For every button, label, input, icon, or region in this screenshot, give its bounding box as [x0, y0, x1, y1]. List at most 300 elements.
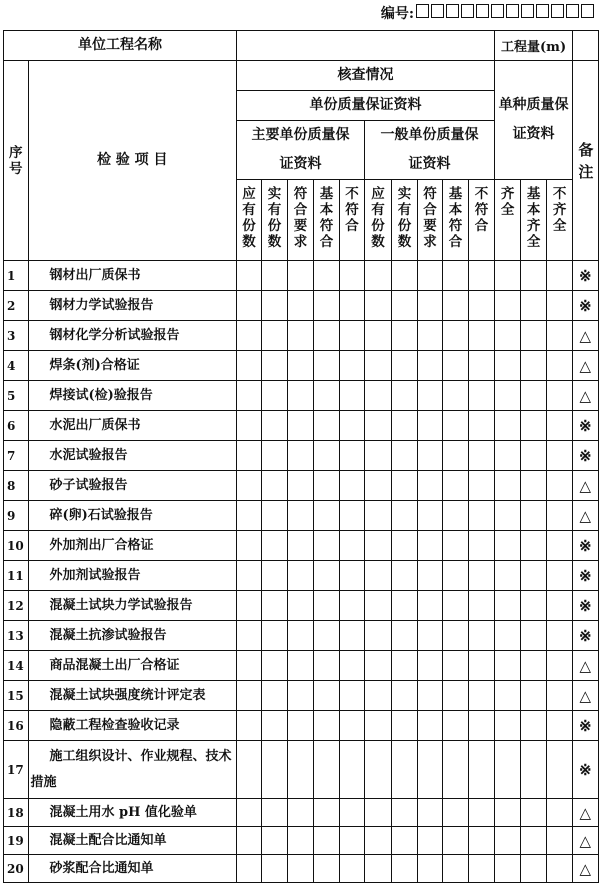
check-cell[interactable]: [469, 827, 495, 855]
check-cell[interactable]: [547, 411, 573, 441]
check-cell[interactable]: [547, 651, 573, 681]
check-cell[interactable]: [365, 591, 392, 621]
row-number: 14: [4, 651, 29, 681]
table-row: [4, 681, 599, 711]
row-item: 混凝土试块力学试验报告: [28, 591, 237, 621]
check-cell[interactable]: [521, 741, 547, 799]
check-cell[interactable]: [237, 681, 262, 711]
number-box: [461, 4, 474, 18]
number-box: [476, 4, 489, 18]
check-cell[interactable]: [443, 351, 469, 381]
check-cell[interactable]: [262, 261, 288, 291]
check-cell[interactable]: [547, 621, 573, 651]
check-cell[interactable]: [340, 261, 365, 291]
check-cell[interactable]: [418, 531, 443, 561]
check-cell[interactable]: [340, 827, 365, 855]
check-cell[interactable]: [469, 741, 495, 799]
check-cell[interactable]: [443, 681, 469, 711]
check-cell[interactable]: [340, 651, 365, 681]
check-cell[interactable]: [443, 471, 469, 501]
check-cell[interactable]: [547, 471, 573, 501]
check-cell[interactable]: [237, 711, 262, 741]
check-cell[interactable]: [392, 651, 418, 681]
table-row: [4, 381, 599, 411]
check-cell[interactable]: [392, 591, 418, 621]
sub-header: 齐全: [495, 180, 521, 261]
check-cell[interactable]: [288, 261, 314, 291]
check-cell[interactable]: [237, 291, 262, 321]
row-number: 13: [4, 621, 29, 651]
check-cell[interactable]: [521, 651, 547, 681]
check-cell[interactable]: [443, 531, 469, 561]
check-cell[interactable]: [443, 591, 469, 621]
check-cell[interactable]: [288, 799, 314, 827]
check-cell[interactable]: [418, 471, 443, 501]
check-cell[interactable]: [521, 291, 547, 321]
check-cell[interactable]: [314, 471, 340, 501]
check-cell[interactable]: [547, 591, 573, 621]
check-cell[interactable]: [288, 321, 314, 351]
check-cell[interactable]: [288, 651, 314, 681]
check-cell[interactable]: [392, 291, 418, 321]
check-cell[interactable]: [418, 827, 443, 855]
row-item: 外加剂试验报告: [28, 561, 237, 591]
check-cell[interactable]: [521, 351, 547, 381]
check-cell[interactable]: [340, 855, 365, 883]
check-cell[interactable]: [495, 799, 521, 827]
check-cell[interactable]: [340, 351, 365, 381]
check-cell[interactable]: [392, 411, 418, 441]
check-cell[interactable]: [418, 261, 443, 291]
check-cell[interactable]: [418, 441, 443, 471]
check-cell[interactable]: [237, 471, 262, 501]
check-cell[interactable]: [418, 561, 443, 591]
check-cell[interactable]: [418, 651, 443, 681]
check-cell[interactable]: [392, 381, 418, 411]
sub-header: 不符合: [340, 180, 365, 261]
check-cell[interactable]: [392, 827, 418, 855]
check-cell[interactable]: [262, 827, 288, 855]
check-cell[interactable]: [365, 501, 392, 531]
check-cell[interactable]: [521, 261, 547, 291]
check-cell[interactable]: [521, 411, 547, 441]
check-cell[interactable]: [469, 799, 495, 827]
check-cell[interactable]: [314, 321, 340, 351]
check-cell[interactable]: [262, 501, 288, 531]
check-cell[interactable]: [547, 561, 573, 591]
sub-header: 基本符合: [443, 180, 469, 261]
table-row: [4, 855, 599, 883]
check-cell[interactable]: [418, 291, 443, 321]
row-number: 11: [4, 561, 29, 591]
remark-mark: △: [573, 381, 599, 411]
check-cell[interactable]: [340, 291, 365, 321]
check-cell[interactable]: [495, 651, 521, 681]
check-cell[interactable]: [469, 501, 495, 531]
check-cell[interactable]: [547, 799, 573, 827]
check-cell[interactable]: [547, 351, 573, 381]
check-cell[interactable]: [495, 441, 521, 471]
check-cell[interactable]: [469, 531, 495, 561]
check-cell[interactable]: [443, 561, 469, 591]
check-cell[interactable]: [340, 741, 365, 799]
check-cell[interactable]: [340, 621, 365, 651]
check-cell[interactable]: [262, 711, 288, 741]
check-cell[interactable]: [365, 621, 392, 651]
row-number: 10: [4, 531, 29, 561]
check-cell[interactable]: [314, 799, 340, 827]
check-cell[interactable]: [340, 681, 365, 711]
check-cell[interactable]: [392, 799, 418, 827]
check-cell[interactable]: [469, 441, 495, 471]
check-cell[interactable]: [418, 799, 443, 827]
check-cell[interactable]: [495, 411, 521, 441]
check-cell[interactable]: [262, 531, 288, 561]
check-cell[interactable]: [314, 711, 340, 741]
number-box: [446, 4, 459, 18]
check-cell[interactable]: [469, 621, 495, 651]
check-cell[interactable]: [237, 381, 262, 411]
row-number: 8: [4, 471, 29, 501]
check-cell[interactable]: [262, 411, 288, 441]
check-cell[interactable]: [288, 471, 314, 501]
check-cell[interactable]: [314, 591, 340, 621]
check-cell[interactable]: [469, 321, 495, 351]
check-cell[interactable]: [392, 855, 418, 883]
check-cell[interactable]: [340, 531, 365, 561]
check-cell[interactable]: [495, 827, 521, 855]
check-cell[interactable]: [547, 381, 573, 411]
row-item: 混凝土配合比通知单: [28, 827, 237, 855]
check-cell[interactable]: [495, 855, 521, 883]
check-cell[interactable]: [495, 471, 521, 501]
check-cell[interactable]: [340, 799, 365, 827]
check-cell[interactable]: [288, 681, 314, 711]
check-cell[interactable]: [443, 741, 469, 799]
check-cell[interactable]: [443, 827, 469, 855]
check-cell[interactable]: [365, 411, 392, 441]
check-cell[interactable]: [443, 855, 469, 883]
check-cell[interactable]: [469, 561, 495, 591]
check-cell[interactable]: [262, 621, 288, 651]
check-cell[interactable]: [262, 855, 288, 883]
check-cell[interactable]: [521, 381, 547, 411]
check-cell[interactable]: [237, 531, 262, 561]
quantity-field[interactable]: [573, 31, 599, 61]
check-cell[interactable]: [547, 291, 573, 321]
check-cell[interactable]: [340, 411, 365, 441]
row-item: 砂子试验报告: [28, 471, 237, 501]
seq-header: 序号: [4, 61, 29, 261]
check-cell[interactable]: [521, 531, 547, 561]
check-cell[interactable]: [288, 711, 314, 741]
check-cell[interactable]: [495, 681, 521, 711]
check-cell[interactable]: [365, 321, 392, 351]
check-cell[interactable]: [365, 827, 392, 855]
check-cell[interactable]: [469, 291, 495, 321]
check-cell[interactable]: [495, 741, 521, 799]
check-cell[interactable]: [547, 261, 573, 291]
check-cell[interactable]: [262, 741, 288, 799]
number-box: [506, 4, 519, 18]
single-copy-header: 单份质量保证资料: [237, 91, 495, 121]
check-cell[interactable]: [288, 351, 314, 381]
row-number: 7: [4, 441, 29, 471]
check-cell[interactable]: [443, 799, 469, 827]
check-cell[interactable]: [521, 855, 547, 883]
check-cell[interactable]: [262, 561, 288, 591]
check-cell[interactable]: [547, 531, 573, 561]
check-cell[interactable]: [288, 855, 314, 883]
check-cell[interactable]: [314, 381, 340, 411]
check-cell[interactable]: [469, 711, 495, 741]
remark-mark: ※: [573, 741, 599, 799]
check-cell[interactable]: [314, 741, 340, 799]
check-cell[interactable]: [521, 681, 547, 711]
check-cell[interactable]: [495, 501, 521, 531]
check-cell[interactable]: [521, 621, 547, 651]
check-cell[interactable]: [314, 827, 340, 855]
check-cell[interactable]: [521, 591, 547, 621]
check-cell[interactable]: [314, 411, 340, 441]
check-cell[interactable]: [547, 681, 573, 711]
check-cell[interactable]: [521, 441, 547, 471]
check-cell[interactable]: [418, 621, 443, 651]
check-cell[interactable]: [392, 441, 418, 471]
check-cell[interactable]: [469, 411, 495, 441]
check-cell[interactable]: [365, 261, 392, 291]
check-cell[interactable]: [418, 591, 443, 621]
check-cell[interactable]: [288, 561, 314, 591]
check-cell[interactable]: [340, 441, 365, 471]
check-cell[interactable]: [418, 351, 443, 381]
row-item: 外加剂出厂合格证: [28, 531, 237, 561]
check-cell[interactable]: [237, 799, 262, 827]
check-cell[interactable]: [418, 381, 443, 411]
check-cell[interactable]: [288, 441, 314, 471]
check-cell[interactable]: [547, 321, 573, 351]
number-box: [431, 4, 444, 18]
check-cell[interactable]: [495, 711, 521, 741]
check-cell[interactable]: [547, 441, 573, 471]
check-cell[interactable]: [469, 591, 495, 621]
check-cell[interactable]: [443, 651, 469, 681]
row-number: 17: [4, 741, 29, 799]
check-cell[interactable]: [469, 261, 495, 291]
check-cell[interactable]: [443, 321, 469, 351]
check-cell[interactable]: [365, 651, 392, 681]
check-cell[interactable]: [288, 591, 314, 621]
check-cell[interactable]: [365, 855, 392, 883]
check-cell[interactable]: [237, 261, 262, 291]
unit-project-name-field[interactable]: [237, 31, 495, 61]
check-cell[interactable]: [365, 799, 392, 827]
row-number: 3: [4, 321, 29, 351]
check-cell[interactable]: [547, 855, 573, 883]
check-cell[interactable]: [392, 561, 418, 591]
check-cell[interactable]: [237, 411, 262, 441]
check-cell[interactable]: [237, 591, 262, 621]
check-cell[interactable]: [418, 681, 443, 711]
check-cell[interactable]: [495, 261, 521, 291]
check-cell[interactable]: [288, 621, 314, 651]
check-cell[interactable]: [495, 561, 521, 591]
check-cell[interactable]: [469, 681, 495, 711]
check-cell[interactable]: [340, 501, 365, 531]
check-cell[interactable]: [237, 561, 262, 591]
check-cell[interactable]: [314, 441, 340, 471]
check-cell[interactable]: [288, 411, 314, 441]
check-cell[interactable]: [314, 855, 340, 883]
check-cell[interactable]: [237, 501, 262, 531]
check-cell[interactable]: [495, 531, 521, 561]
check-cell[interactable]: [392, 681, 418, 711]
remark-mark: ※: [573, 531, 599, 561]
check-cell[interactable]: [340, 591, 365, 621]
check-cell[interactable]: [365, 381, 392, 411]
check-cell[interactable]: [288, 381, 314, 411]
table-row: [4, 591, 599, 621]
check-cell[interactable]: [418, 741, 443, 799]
check-cell[interactable]: [340, 321, 365, 351]
check-cell[interactable]: [365, 741, 392, 799]
check-cell[interactable]: [392, 351, 418, 381]
check-cell[interactable]: [495, 621, 521, 651]
table-row: [4, 827, 599, 855]
check-cell[interactable]: [365, 291, 392, 321]
number-box: [521, 4, 534, 18]
check-cell[interactable]: [288, 291, 314, 321]
check-cell[interactable]: [443, 291, 469, 321]
check-cell[interactable]: [392, 321, 418, 351]
sub-header: 基本符合: [314, 180, 340, 261]
check-cell[interactable]: [262, 351, 288, 381]
check-cell[interactable]: [392, 531, 418, 561]
check-cell[interactable]: [365, 441, 392, 471]
check-cell[interactable]: [365, 711, 392, 741]
check-cell[interactable]: [314, 561, 340, 591]
check-cell[interactable]: [521, 471, 547, 501]
check-cell[interactable]: [237, 441, 262, 471]
check-cell[interactable]: [340, 561, 365, 591]
check-cell[interactable]: [495, 321, 521, 351]
check-cell[interactable]: [262, 471, 288, 501]
check-cell[interactable]: [392, 711, 418, 741]
check-cell[interactable]: [521, 561, 547, 591]
check-cell[interactable]: [469, 651, 495, 681]
check-cell[interactable]: [262, 291, 288, 321]
check-cell[interactable]: [418, 411, 443, 441]
check-cell[interactable]: [237, 741, 262, 799]
check-cell[interactable]: [262, 799, 288, 827]
check-cell[interactable]: [521, 711, 547, 741]
check-cell[interactable]: [262, 681, 288, 711]
check-cell[interactable]: [262, 591, 288, 621]
check-cell[interactable]: [365, 471, 392, 501]
check-cell[interactable]: [495, 381, 521, 411]
check-cell[interactable]: [392, 501, 418, 531]
check-cell[interactable]: [340, 471, 365, 501]
check-cell[interactable]: [314, 531, 340, 561]
check-cell[interactable]: [443, 711, 469, 741]
check-cell[interactable]: [314, 261, 340, 291]
check-cell[interactable]: [418, 501, 443, 531]
check-cell[interactable]: [547, 711, 573, 741]
check-cell[interactable]: [443, 261, 469, 291]
check-cell[interactable]: [314, 501, 340, 531]
check-cell[interactable]: [418, 711, 443, 741]
check-cell[interactable]: [314, 651, 340, 681]
row-item: 混凝土用水 pH 值化验单: [28, 799, 237, 827]
row-number: 18: [4, 799, 29, 827]
check-cell[interactable]: [365, 681, 392, 711]
check-cell[interactable]: [495, 351, 521, 381]
check-cell[interactable]: [237, 855, 262, 883]
check-cell[interactable]: [288, 531, 314, 561]
check-cell[interactable]: [547, 827, 573, 855]
check-cell[interactable]: [443, 411, 469, 441]
check-cell[interactable]: [443, 441, 469, 471]
check-cell[interactable]: [365, 351, 392, 381]
check-cell[interactable]: [365, 531, 392, 561]
check-cell[interactable]: [443, 381, 469, 411]
check-cell[interactable]: [262, 441, 288, 471]
check-cell[interactable]: [547, 501, 573, 531]
check-cell[interactable]: [288, 741, 314, 799]
check-cell[interactable]: [469, 381, 495, 411]
check-cell[interactable]: [495, 291, 521, 321]
check-cell[interactable]: [262, 381, 288, 411]
check-cell[interactable]: [521, 501, 547, 531]
check-cell[interactable]: [418, 855, 443, 883]
check-cell[interactable]: [288, 501, 314, 531]
check-cell[interactable]: [469, 351, 495, 381]
check-cell[interactable]: [314, 621, 340, 651]
check-cell[interactable]: [237, 621, 262, 651]
check-cell[interactable]: [469, 471, 495, 501]
check-cell[interactable]: [521, 799, 547, 827]
check-cell[interactable]: [443, 501, 469, 531]
check-cell[interactable]: [288, 827, 314, 855]
check-cell[interactable]: [547, 741, 573, 799]
check-cell[interactable]: [365, 561, 392, 591]
check-cell[interactable]: [237, 351, 262, 381]
check-cell[interactable]: [392, 621, 418, 651]
row-item: 钢材力学试验报告: [28, 291, 237, 321]
check-cell[interactable]: [521, 321, 547, 351]
remark-mark: △: [573, 501, 599, 531]
check-cell[interactable]: [392, 261, 418, 291]
check-cell[interactable]: [237, 321, 262, 351]
check-cell[interactable]: [392, 741, 418, 799]
check-cell[interactable]: [262, 321, 288, 351]
check-cell[interactable]: [418, 321, 443, 351]
check-cell[interactable]: [521, 827, 547, 855]
check-cell[interactable]: [314, 681, 340, 711]
check-cell[interactable]: [262, 651, 288, 681]
check-cell[interactable]: [237, 827, 262, 855]
check-cell[interactable]: [469, 855, 495, 883]
check-cell[interactable]: [340, 711, 365, 741]
check-cell[interactable]: [314, 291, 340, 321]
check-cell[interactable]: [392, 471, 418, 501]
check-cell[interactable]: [340, 381, 365, 411]
check-cell[interactable]: [237, 651, 262, 681]
check-cell[interactable]: [495, 591, 521, 621]
quantity-label: 工程量(m): [495, 31, 573, 61]
check-cell[interactable]: [443, 621, 469, 651]
check-cell[interactable]: [314, 351, 340, 381]
